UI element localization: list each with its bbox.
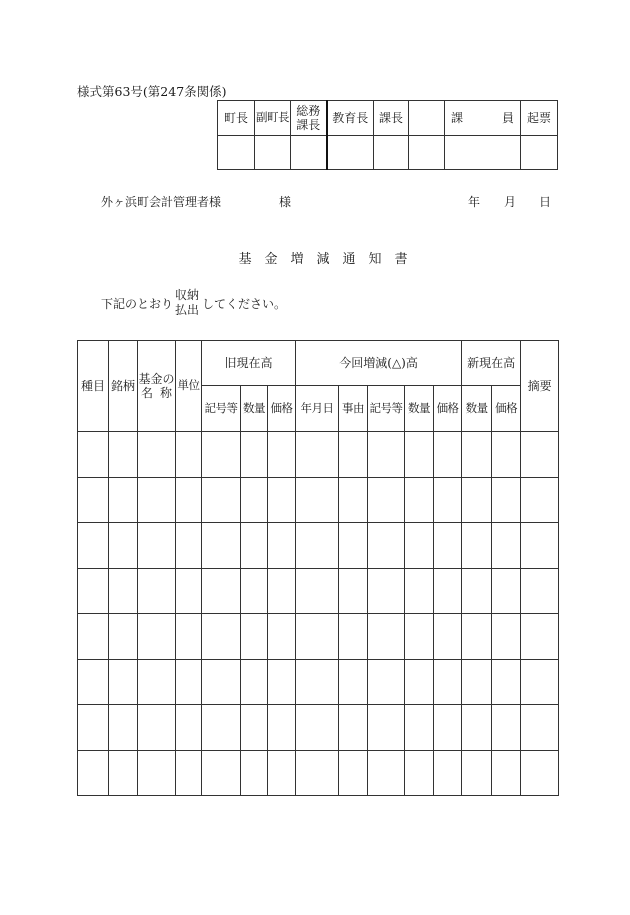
entry-cell [339,432,368,478]
entry-cell [78,614,109,660]
entry-cell [462,432,492,478]
entry-cell [202,432,241,478]
entry-cell [368,477,405,523]
entry-cell [368,750,405,796]
col-meigara: 銘柄 [109,341,138,432]
entry-cell [405,659,434,705]
entry-cell [462,523,492,569]
entry-cell [368,568,405,614]
entry-cell [176,568,202,614]
approval-header-kacho: 課長 [374,101,409,136]
body-options [175,288,199,318]
entry-cell [202,614,241,660]
entry-cell [339,523,368,569]
stamp-cell [291,136,327,170]
ledger-body [78,432,559,796]
entry-cell [296,659,339,705]
entry-cell [109,659,138,705]
sub-change-kigou: 記号等 [368,386,405,432]
entry-cell [434,614,462,660]
entry-cell [78,705,109,751]
entry-cell [241,614,268,660]
entry-cell [339,568,368,614]
entry-cell [202,523,241,569]
stamp-cell [255,136,291,170]
entry-cell [296,432,339,478]
entry-cell [202,750,241,796]
entry-cell [405,523,434,569]
entry-cell [492,659,521,705]
entry-cell [405,432,434,478]
entry-cell [492,568,521,614]
sub-old-kakaku: 価格 [268,386,296,432]
approval-header-somu-kacho: 総務 課長 [291,101,327,136]
entry-cell [296,568,339,614]
entry-cell [138,659,176,705]
entry-cell [405,477,434,523]
entry-cell [268,750,296,796]
entry-cell [296,523,339,569]
entry-cell [296,614,339,660]
entry-cell [434,477,462,523]
sub-change-suryo: 数量 [405,386,434,432]
entry-cell [462,477,492,523]
entry-cell [521,614,559,660]
entry-cell [368,432,405,478]
entry-cell [109,523,138,569]
entry-cell [268,614,296,660]
entry-cell [368,614,405,660]
entry-cell [521,568,559,614]
entry-cell [241,568,268,614]
entry-cell [138,477,176,523]
entry-cell [138,614,176,660]
form-number: 様式第63号(第247条関係) [77,84,227,99]
entry-cell [78,477,109,523]
entry-cell [268,705,296,751]
entry-cell [109,477,138,523]
entry-cell [109,568,138,614]
sub-old-kigou: 記号等 [202,386,241,432]
entry-cell [202,659,241,705]
entry-cell [405,750,434,796]
entry-cell [268,432,296,478]
table-row [78,614,559,660]
body-suffix: してください。 [202,297,287,311]
addressee-sama: 様 [279,195,292,209]
entry-cell [492,614,521,660]
entry-cell [434,432,462,478]
entry-cell [176,659,202,705]
entry-cell [339,705,368,751]
entry-cell [492,750,521,796]
entry-cell [268,659,296,705]
sub-change-jiyu: 事由 [339,386,368,432]
approval-header-kihyo: 起票 [521,101,558,136]
sub-new-kakaku: 価格 [492,386,521,432]
entry-cell [138,750,176,796]
option-haraidashi: 払出 [175,303,200,317]
entry-cell [434,750,462,796]
col-shumoku: 種目 [78,341,109,432]
entry-cell [405,705,434,751]
entry-cell [176,705,202,751]
col-tekiyo: 摘要 [521,341,559,432]
entry-cell [434,659,462,705]
stamp-cell [409,136,445,170]
entry-cell [109,614,138,660]
entry-cell [405,568,434,614]
entry-cell [521,432,559,478]
entry-cell [296,705,339,751]
entry-cell [368,523,405,569]
entry-cell [521,477,559,523]
entry-cell [241,523,268,569]
entry-cell [176,750,202,796]
entry-cell [202,705,241,751]
document-title: 基 金 増 減 通 知 書 [238,252,408,267]
sub-new-suryo: 数量 [462,386,492,432]
date-month: 月 [504,195,517,209]
entry-cell [492,705,521,751]
entry-cell [521,750,559,796]
entry-cell [434,568,462,614]
entry-cell [462,750,492,796]
entry-cell [138,432,176,478]
approval-header-fukuchocho: 副町長 [255,101,291,136]
entry-cell [521,705,559,751]
ledger-table [77,340,559,796]
entry-cell [368,705,405,751]
entry-cell [78,568,109,614]
entry-cell [492,432,521,478]
table-row [78,568,559,614]
option-shuno: 収納 [175,288,200,302]
stamp-cell [374,136,409,170]
group-old-balance: 旧現在高 [202,341,296,386]
stamp-cell [327,136,374,170]
table-row [78,432,559,478]
sub-change-kakaku: 価格 [434,386,462,432]
approval-header-kain: 課 員 [445,101,521,136]
entry-cell [492,477,521,523]
entry-cell [296,477,339,523]
entry-cell [241,705,268,751]
col-kikin-name: 基金の 名 称 [138,341,176,432]
date-year: 年 [468,195,481,209]
entry-cell [176,432,202,478]
entry-cell [109,432,138,478]
entry-cell [268,477,296,523]
entry-cell [268,523,296,569]
entry-cell [138,523,176,569]
approval-header-blank [409,101,445,136]
addressee: 外ヶ浜町会計管理者様 [101,195,222,209]
entry-cell [138,705,176,751]
sub-old-suryo: 数量 [241,386,268,432]
entry-cell [521,523,559,569]
approval-stamp-table [217,100,558,170]
entry-cell [78,432,109,478]
entry-cell [202,568,241,614]
approval-header-kyoikucho: 教育長 [327,101,374,136]
group-new-balance: 新現在高 [462,341,521,386]
entry-cell [241,750,268,796]
entry-cell [339,614,368,660]
entry-cell [296,750,339,796]
table-row [78,750,559,796]
entry-cell [176,523,202,569]
entry-cell [176,614,202,660]
entry-cell [434,523,462,569]
entry-cell [109,705,138,751]
entry-cell [109,750,138,796]
table-row [78,659,559,705]
entry-cell [241,477,268,523]
entry-cell [462,568,492,614]
entry-cell [405,614,434,660]
entry-cell [462,705,492,751]
entry-cell [339,659,368,705]
stamp-cell [218,136,255,170]
entry-cell [462,614,492,660]
body-prefix: 下記のとおり [101,297,174,311]
entry-cell [78,750,109,796]
entry-cell [241,659,268,705]
entry-cell [521,659,559,705]
entry-cell [176,477,202,523]
entry-cell [339,477,368,523]
table-row [78,523,559,569]
entry-cell [434,705,462,751]
stamp-cell [521,136,558,170]
entry-cell [268,568,296,614]
approval-header-chocho: 町長 [218,101,255,136]
entry-cell [78,659,109,705]
entry-cell [462,659,492,705]
table-row [78,705,559,751]
entry-cell [492,523,521,569]
date-day: 日 [539,195,552,209]
entry-cell [202,477,241,523]
sub-change-nengappi: 年月日 [296,386,339,432]
table-row [78,477,559,523]
entry-cell [78,523,109,569]
stamp-cell [445,136,521,170]
entry-cell [339,750,368,796]
entry-cell [368,659,405,705]
entry-cell [138,568,176,614]
group-change: 今回増減(△)高 [296,341,462,386]
entry-cell [241,432,268,478]
col-tani: 単位 [176,341,202,432]
